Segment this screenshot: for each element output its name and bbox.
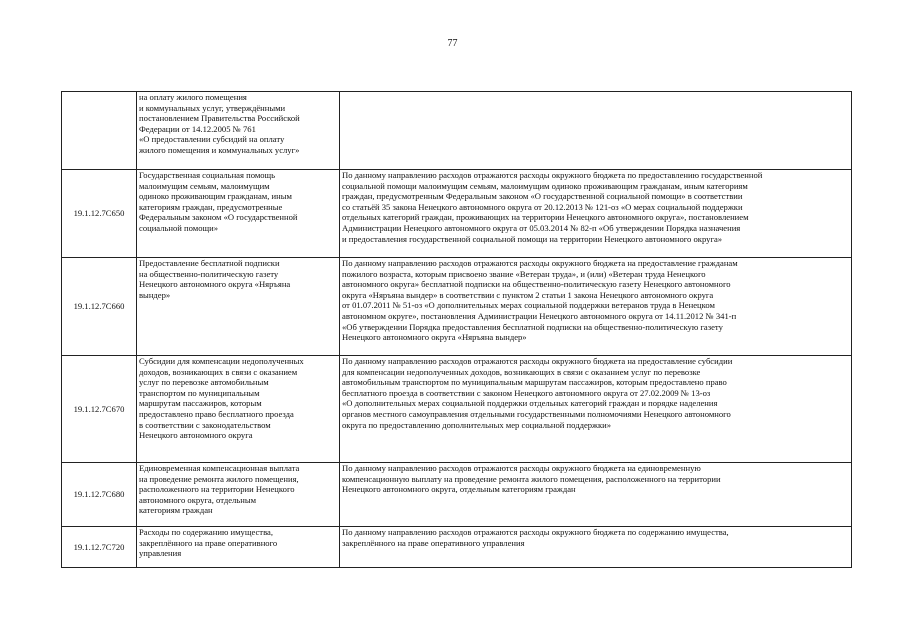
expense-description-line: По данному направлению расходов отражаются расходы окружного бюджета по предоставлению государственной: [342, 170, 763, 180]
expense-description-line: автомобильным транспортом по муниципальным маршрутам пассажиров, которым предоставлено право: [342, 377, 727, 388]
expense-name-cell: [137, 463, 340, 527]
expense-description-line: для компенсации недополученных доходов, возникающих в связи с оказанием услуг по перевозке: [342, 366, 701, 377]
table-row: [62, 463, 852, 527]
expense-description-line: Ненецкого автономного округа «Няръяна вындер»: [342, 332, 527, 343]
expense-description-line: пожилого возраста, которым присвоено звание «Ветеран труда», и (или) «Ветеран труда Ненецкого: [342, 268, 706, 279]
expense-code-cell: 19.1.12.7С660: [62, 258, 137, 356]
expense-name-line: в соответствии с законодательством: [139, 419, 271, 430]
expense-name-line: «О предоставлении субсидий на оплату: [139, 134, 285, 145]
page-number: 77: [447, 38, 458, 49]
expense-name-line: Федерации от 14.12.2005 № 761: [139, 123, 256, 134]
expense-code-cell: 19.1.12.7С680: [62, 463, 137, 527]
expense-description-line: со статьёй 35 закона Ненецкого автономного округа от 20.12.2013 № 121-оз «О мерах социальной поддержки: [342, 201, 743, 212]
table-row: [62, 356, 852, 463]
expense-name-line: расположенного на территории Ненецкого: [139, 484, 295, 495]
table-row: [62, 92, 852, 170]
expense-name-line: Ненецкого автономного округа: [139, 430, 253, 441]
table-row: [62, 258, 852, 356]
table-row: [62, 527, 852, 568]
expense-description-line: бесплатного проезда в соответствии с законом Ненецкого автономного округа от 27.02.2009 № 13-оз: [342, 387, 711, 398]
expense-name-cell: [137, 170, 340, 258]
expense-name-line: Субсидии для компенсации недополученных: [139, 356, 304, 366]
expense-description-cell: [340, 356, 852, 463]
expense-name-line: одиноко проживающим гражданам, иным: [139, 191, 292, 202]
expense-description-line: По данному направлению расходов отражаются расходы окружного бюджета по содержанию имущества,: [342, 527, 729, 537]
expense-description-line: и предоставления государственной социальной помощи на территории Ненецкого автономного округа»: [342, 233, 723, 244]
expense-name-line: категориям граждан: [139, 505, 213, 516]
expense-description-line: По данному направлению расходов отражаются расходы окружного бюджета на единовременную: [342, 463, 701, 473]
expense-description-line: автономного округа» бесплатной подписки на общественно-политическую газету Ненецкого автономного: [342, 279, 731, 290]
expense-name-line: маршрутам пассажиров, которым: [139, 398, 262, 409]
expense-name-line: закреплённого на праве оперативного: [139, 537, 278, 548]
expense-description-line: округа «Няръяна вындер» в соответствии с пунктом 2 статьи 1 закона Ненецкого автономного округа: [342, 289, 714, 300]
expense-description-line: от 01.07.2011 № 51-оз «О дополнительных мерах социальной поддержки ветеранов труда в Ненецком: [342, 300, 715, 311]
expense-name-line: постановлением Правительства Российской: [139, 113, 300, 124]
expense-name-line: Расходы по содержанию имущества,: [139, 527, 273, 537]
expense-name-line: автономного округа, отдельным: [139, 494, 257, 505]
expense-description-line: компенсационную выплату на проведение ремонта жилого помещения, расположенного на территории: [342, 473, 721, 484]
expense-description-line: По данному направлению расходов отражаются расходы окружного бюджета на предоставление гражданам: [342, 258, 738, 268]
expense-name-cell: [137, 356, 340, 463]
expense-description-line: граждан, предусмотренным Федеральным законом «О государственной социальной помощи» в соответствии: [342, 191, 743, 202]
expense-description-cell: [340, 463, 852, 527]
expense-description-line: округа по предоставлению дополнительных мер социальной поддержки»: [342, 419, 612, 430]
expense-name-line: категориям граждан, предусмотренные: [139, 201, 283, 212]
expense-description-line: «Об утверждении Порядка предоставления бесплатной подписки на общественно-политическую газету: [342, 321, 723, 332]
expense-description-line: По данному направлению расходов отражаются расходы окружного бюджета на предоставление субсидии: [342, 356, 733, 366]
expense-name-line: транспортом по муниципальным: [139, 387, 260, 398]
expense-description-cell: [340, 92, 852, 170]
expense-name-line: услуг по перевозке автомобильным: [139, 377, 269, 388]
expense-name-line: Федеральным законом «О государственной: [139, 212, 298, 223]
expense-description-line: социальной помощи малоимущим семьям, малоимущим одиноко проживающим гражданам, иным категориям: [342, 180, 748, 191]
expense-name-line: и коммунальных услуг, утверждёнными: [139, 102, 286, 113]
expense-code-cell: 19.1.12.7С670: [62, 356, 137, 463]
expense-name-line: Предоставление бесплатной подписки: [139, 258, 280, 268]
expense-description-cell: [340, 258, 852, 356]
expense-name-line: доходов, возникающих в связи с оказанием: [139, 366, 298, 377]
expense-name-line: малоимущим семьям, малоимущим: [139, 180, 270, 191]
expense-name-line: на оплату жилого помещения: [139, 92, 247, 102]
expense-name-line: Государственная социальная помощь: [139, 170, 276, 180]
budget-classification-table: [61, 91, 852, 568]
expense-code-cell: 19.1.12.7С650: [62, 170, 137, 258]
expense-name-line: предоставлено право бесплатного проезда: [139, 408, 294, 419]
expense-name-line: управления: [139, 548, 182, 559]
expense-description-line: автономном округе», постановления Администрации Ненецкого автономного округа от 14.11.2012 № 341-п: [342, 310, 737, 321]
expense-description-line: отдельных категорий граждан, проживающих на территории Ненецкого автономного округа», постановлением: [342, 212, 749, 223]
expense-description-line: органов местного самоуправления отдельными государственными полномочиями Ненецкого автономного: [342, 408, 731, 419]
expense-name-line: жилого помещения и коммунальных услуг»: [139, 144, 300, 155]
expense-name-line: вындер»: [139, 289, 171, 300]
expense-name-cell: [137, 92, 340, 170]
expense-name-cell: [137, 527, 340, 568]
expense-description-line: Ненецкого автономного округа, отдельным категориям граждан: [342, 484, 576, 495]
expense-code-cell: 19.1.12.7С720: [62, 527, 137, 568]
expense-code-cell: [62, 92, 137, 170]
expense-name-line: на общественно-политическую газету: [139, 268, 279, 279]
expense-description-cell: [340, 527, 852, 568]
expense-name-cell: [137, 258, 340, 356]
expense-name-line: Единовременная компенсационная выплата: [139, 463, 300, 473]
expense-name-line: социальной помощи»: [139, 222, 219, 233]
expense-description-line: «О дополнительных мерах социальной поддержки отдельных категорий граждан и порядке наделения: [342, 398, 718, 409]
expense-description-line: закреплённого на праве оперативного управления: [342, 537, 525, 548]
table-row: [62, 170, 852, 258]
expense-description-line: Администрации Ненецкого автономного округа от 05.03.2014 № 82-п «Об утверждении Порядка назначения: [342, 222, 741, 233]
expense-name-line: Ненецкого автономного округа «Няръяна: [139, 279, 291, 290]
expense-name-line: на проведение ремонта жилого помещения,: [139, 473, 299, 484]
expense-description-cell: [340, 170, 852, 258]
